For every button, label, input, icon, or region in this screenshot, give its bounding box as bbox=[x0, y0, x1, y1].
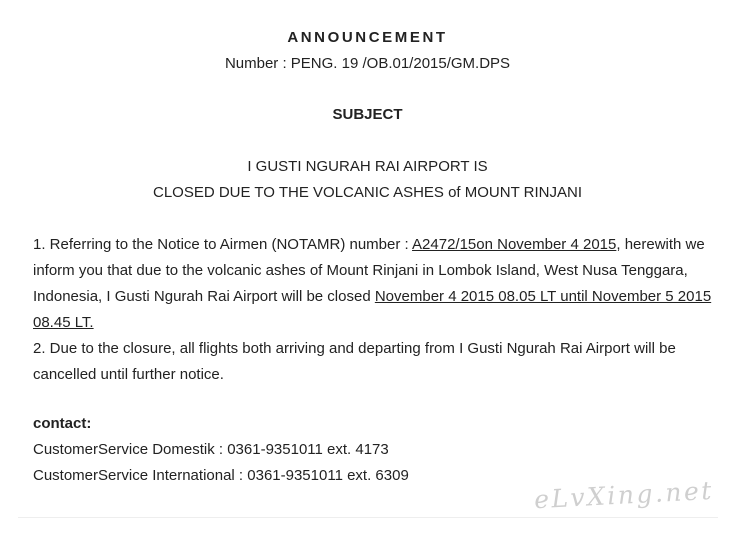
contact-label: contact: bbox=[33, 415, 92, 432]
subject-line-1: I GUSTI NGURAH RAI AIRPORT IS bbox=[247, 158, 488, 175]
paragraph-2: 2. Due to the closure, all flights both arriving and departing from I Gusti Ngurah Rai Airport will be cancelled until further notice. bbox=[33, 340, 676, 383]
paragraph-1-intro: 1. Referring to the Notice to Airmen (NOTAMR) number : bbox=[33, 236, 413, 253]
notam-reference: A2472/15on November 4 2015 bbox=[412, 236, 617, 253]
contact-international: CustomerService International : 0361-9351011 ext. 6309 bbox=[33, 467, 409, 484]
subject-label: SUBJECT bbox=[332, 106, 403, 123]
announcement-body bbox=[33, 232, 713, 388]
bottom-divider bbox=[18, 517, 718, 518]
announcement-number: Number : PENG. 19 /OB.01/2015/GM.DPS bbox=[224, 55, 511, 72]
closure-period: November 4 2015 08.05 LT until November 5 2015 08.45 LT. bbox=[33, 288, 712, 331]
paragraph-1 bbox=[33, 232, 713, 336]
watermark-logo: eLvXing.net bbox=[533, 475, 715, 515]
subject-line-2: CLOSED DUE TO THE VOLCANIC ASHES of MOUNT RINJANI bbox=[153, 184, 582, 201]
contact-domestic: CustomerService Domestik : 0361-9351011 ext. 4173 bbox=[33, 441, 389, 458]
contact-section bbox=[33, 411, 713, 489]
paragraph-1-middle: , herewith we inform you that due to the volcanic ashes of Mount Rinjani in Lombok Island, West Nusa Tenggara, Indonesia, I Gusti Ngurah Rai Airport will be closed bbox=[33, 236, 705, 305]
announcement-title: ANNOUNCEMENT bbox=[287, 29, 448, 46]
